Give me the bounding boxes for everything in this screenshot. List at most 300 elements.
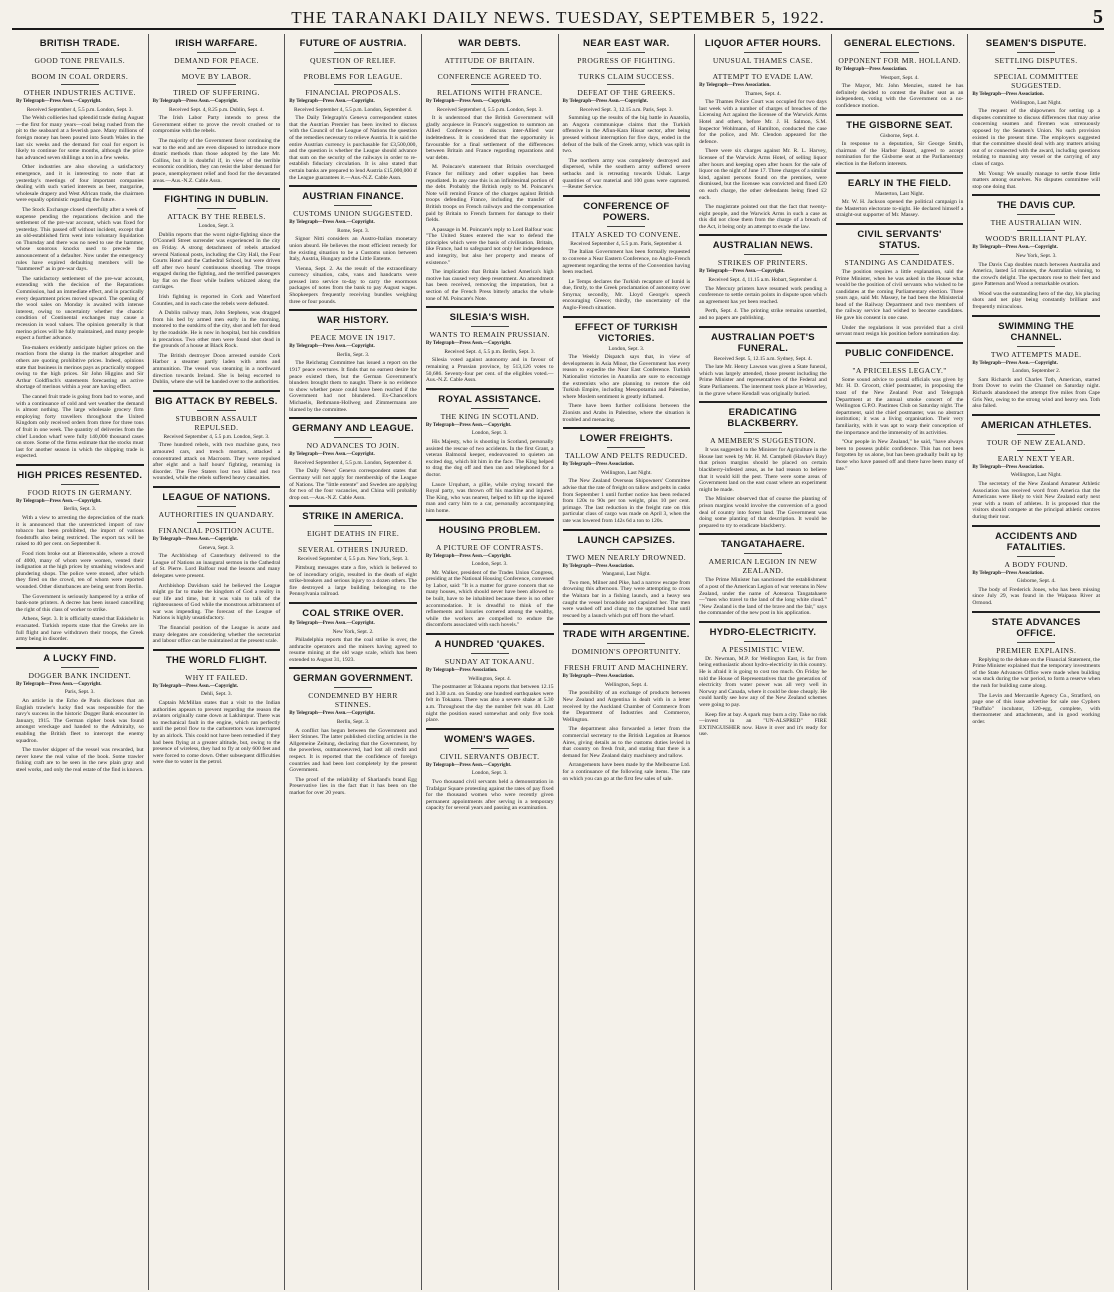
story-subheadline: TIRED OF SUFFERING. xyxy=(173,88,260,97)
story-subheadline: GOOD TONE PREVAILS. xyxy=(34,56,126,65)
story-headline: HOUSING PROBLEM. xyxy=(438,524,541,536)
story-byline: By Telegraph—Press Assn.—Copyright. xyxy=(699,269,785,275)
story-headline: STATE ADVANCES OFFICE. xyxy=(991,616,1081,639)
story-byline: By Telegraph—Press Assn.—Copyright. xyxy=(289,220,375,226)
story-divider xyxy=(699,326,827,328)
story-divider xyxy=(289,602,417,604)
columns-container xyxy=(12,34,1104,1290)
story-divider xyxy=(972,194,1100,196)
headline-rule xyxy=(607,447,645,448)
story-dateline: Received September 4, 5.5 p.m. London, Sept. 3. xyxy=(163,433,270,440)
story-divider xyxy=(153,649,281,651)
headline-rule xyxy=(471,326,509,327)
story-divider xyxy=(426,388,554,390)
story-paragraph: Mr. W. H. Jackson opened the political campaign in the Masterton electorate to-night. He declared himself a straight-out supporter of Mr. Massey. xyxy=(835,199,964,219)
story-subheadline: OTHER INDUSTRIES ACTIVE. xyxy=(23,88,136,97)
story-headline: AUSTRALIAN NEWS. xyxy=(712,240,814,252)
story-subheadline: FOOD RIOTS IN GERMANY. xyxy=(27,487,133,497)
story-paragraph: Perth, Sept. 4. The printing strike remains unsettled, and no papers are publishing. xyxy=(699,308,827,322)
story-divider xyxy=(972,414,1100,416)
story-paragraph: The Minister observed that of course the planting of prison margins would involve the conversion of a good deal of country into forest land. The Government was doing some planting of that description. It would be prepared to try to eradicate blackberry. xyxy=(699,496,827,529)
story-subheadline: NO ADVANCES TO JOIN. xyxy=(306,441,400,451)
headline-rule xyxy=(334,84,372,85)
headline-rule xyxy=(197,52,235,53)
story-divider xyxy=(289,667,417,669)
story-subheadline: THE KING IN SCOTLAND. xyxy=(440,411,539,421)
story-headline: GENERAL ELECTIONS. xyxy=(843,38,956,49)
story-subheadline: WOOD'S BRILLIANT PLAY. xyxy=(985,234,1088,244)
story-subheadline: SETTLING DISPUTES. xyxy=(994,56,1078,65)
headline-rule xyxy=(334,541,372,542)
story-paragraph: Mr. Young: We usually manage to settle those little matters among ourselves. No disputes committee will stop one doing that. xyxy=(972,170,1100,190)
story-divider xyxy=(836,114,964,116)
story-subheadline: DOGGER BANK INCIDENT. xyxy=(28,670,132,680)
story-headline: THE GISBORNE SEAT. xyxy=(846,119,953,131)
headline-rule xyxy=(61,68,99,69)
story-paragraph: The British destroyer Doon arrested outside Cork Harbor a steamer partly laden with arms and ammunition. The vessel was steaming in a northward direction towards Ireland. She is being escorted to Dublin, where she will be handed over to the authorities. xyxy=(152,352,281,386)
story-paragraph: The Levin and Mercantile Agency Co., Stratford, on page one of this issue advertise for sale one Cyphers "Buffalo" incubator, 120-egg, complete, with thermometer and attachments, and in good working order. xyxy=(972,692,1100,725)
story-subheadline: SPECIAL COMMITTEE SUGGESTED. xyxy=(994,72,1079,90)
story-dateline: Wanganui, Last Night. xyxy=(601,571,651,578)
story-paragraph: The satisfactory settlement of the pre-war account, extending with the decision of the Reparations Commission, had an immediate effect, and in practically every department prices moved upward. The opening of the wool sales on Monday is awaited with intense interest, owing to uncertainty whether the chaotic condition of Continental exchanges may cause a recession in wool values. The opinion generally is that merino prices will be fully maintained, and many people expect a further advance. xyxy=(16,275,144,342)
story-paragraph: Philadelphia reports that the coal strike is over, the anthracite operators and the miners having agreed to resume mining at the old wage scale, which has been extended to August 31, 1923. xyxy=(289,637,417,663)
story-paragraph: Vienna, Sept. 2. As the result of the extraordinary currency situation, cabs, vans and handcarts were pressed into service to-day to carry the enormous packages of notes from the bank to pay August wages. Shopkeepers frequently receiving bundles weighing three or four pounds. xyxy=(289,265,417,305)
story-subheadline: CUSTOMS UNION SUGGESTED. xyxy=(293,209,413,219)
story-paragraph: Sam Richards and Charles Toth, American, started from Dover to swim the Channel on Saturday night. Richards abandoned the attempt five miles from Cape Gris Nez, owing to the strong wind and heavy sea. Toth also failed. xyxy=(972,376,1100,410)
story-subheadline: TALLOW AND PELTS REDUCED. xyxy=(565,451,688,461)
story-subheadline: "A PRICELESS LEGACY." xyxy=(852,365,947,375)
story-paragraph: Other industries are also showing a satisfactory emergence, and it is interesting to note that at yesterday's meetings of four important companies dealing with such varied interests as beer, margarine, wholesale drapery and West African trade, the chairmen were equally optimistic regarding the future. xyxy=(16,164,144,204)
story-headline: SWIMMING THE CHANNEL. xyxy=(998,320,1075,343)
story-paragraph: Dr. Newman, M.P. for Wellington East, is far from being enthusiastic about hydro-electricity in this country. He is afraid it is going to cost too much. On Friday he told the House of Representatives that the generation of electricity from water power was all very well in Norway and Canada, where it could be done cheaply. He could hardly see how any of the New Zealand schemes were going to pay. xyxy=(699,655,827,709)
story-divider xyxy=(426,633,554,635)
story-subheadline: A PESSIMISTIC VIEW. xyxy=(721,644,805,654)
story-dateline: Dehli, Sept. 3. xyxy=(200,691,232,698)
story-paragraph: The Daily Telegraph's Geneva correspondent states that the Austrian Premier has been invited to discuss with the Council of the League of Nations the question of the remedies necessary to relieve Austria. It is said the entire Austrian currency is purchasable for £3,500,000, and the question is whether the League should advance that sum on the security of the railways in order to re-establish fiduciary circulation. It is also stated that certain banks are prepared to lend Austria £15,000,000 if the League guarantees it.—Aus.-N.Z. Cable Assn. xyxy=(289,115,417,181)
story-headline: BIG ATTACK BY REBELS. xyxy=(155,395,278,407)
story-paragraph: Three hundred rebels, with two machine guns, two armoured cars, and trench mortars, attacked a concentrated attack on Macroom. They were repulsed after eight and a half hours' fighting, returning in disorder. The Free Staters lost two killed and two wounded, while the rebels suffered heavy casualties. xyxy=(152,442,281,482)
story-dateline: London, September 2. xyxy=(1012,368,1061,375)
story-subheadline: AMERICAN LEGION IN NEW ZEALAND. xyxy=(708,557,818,576)
story-divider xyxy=(563,195,691,197)
story-dateline: Geneva, Sept. 3. xyxy=(198,544,235,551)
story-byline: By Telegraph—Press Assn.—Copyright. xyxy=(425,422,512,428)
story-headline: FUTURE OF AUSTRIA. xyxy=(299,38,407,49)
story-subheadline: ATTITUDE OF BRITAIN. xyxy=(444,56,535,65)
story-byline: By Telegraph—Press Assn.—Copyright. xyxy=(152,536,239,542)
story-paragraph: The New Zealand Overseas Shipowners' Committee advise that the rate of freight on tallow and pelts in casks from September 1 until further notice has been reduced from 120s to 90s per ton weight, plus 10 per cent. primage. The last reduction in the freight rate on this particular class of cargo was made on April 3, when the rate was lowered from 142s 6d a ton to 120s. xyxy=(562,478,691,524)
story-dateline: Wellington, Last Night. xyxy=(600,469,652,476)
story-divider xyxy=(289,309,417,311)
story-subheadline: ATTEMPT TO EVADE LAW. xyxy=(712,72,814,81)
story-divider xyxy=(563,427,691,429)
story-paragraph: M. Poincare's statement that Britain overcharged France for military and other supplies has been repudiated. In any case this is an infinitesimal portion of the debt. Probably the British reply to M. Poincare's Note will remind France of the charges against British troops defending France, including the transfer of British troops on French railways and the compensation paid by Britain to French farmers for damage to their fields. xyxy=(425,164,554,224)
story-headline: LIQUOR AFTER HOURS. xyxy=(704,38,822,49)
story-divider xyxy=(836,223,964,225)
story-headline: WAR DEBTS. xyxy=(458,38,521,49)
story-headline: CIVIL SERVANTS' STATUS. xyxy=(857,228,942,251)
story-paragraph: There have been further collisions between the Zionists and Arabs in Palestine, where the situation is troubled and menacing. xyxy=(562,403,691,423)
story-dateline: Gisborne, Sept. 4. xyxy=(880,132,919,139)
story-paragraph: A passage in M. Poincare's reply to Lord Balfour was: "The United States entered the war to defend the principles which were the basis of civilisation. Britain, like France, had to safeguard not only her independence and integrity, but also her property and means of existence." xyxy=(425,226,554,266)
story-paragraph: The Italian Government has been formally requested to convene a Near Eastern Conference, no Anglo-French agreement regarding the terms of the Convention having been reached. xyxy=(562,249,691,276)
story-paragraph: The northern army was completely destroyed and dispersed, while the southern army suffered severe setbacks and is retreating towards Ushak. Large quantities of war material and 100 guns were captured.—Reuter Service. xyxy=(562,157,691,191)
headline-rule xyxy=(197,669,235,670)
story-byline: By Telegraph—Press Association. xyxy=(972,464,1044,470)
story-subheadline: STRIKES OF PRINTERS. xyxy=(717,258,808,268)
story-divider xyxy=(836,172,964,174)
headline-rule xyxy=(197,410,235,411)
headline-rule xyxy=(471,748,509,749)
story-paragraph: Replying to the debate on the Financial Statement, the Prime Minister explained that the temporary investments of the State Advances Office were made when building was stuck during the war period, to form a reserve when the rush for building came along. xyxy=(972,656,1100,689)
story-headline: TANGATAHAERE. xyxy=(720,539,805,551)
headline-rule xyxy=(197,84,235,85)
headline-rule xyxy=(744,254,782,255)
story-byline: By Telegraph—Press Association. xyxy=(562,674,634,680)
story-paragraph: A conflict has begun between the Government and Herr Stinnes. The latter published circling articles in the Allgemeine Zeitung, declaring that the Government, by the powerless, outmanoeuvred, had lost all credit and respect. It is reported that the confidence of foreign countries and had been lost completely by the present Government. xyxy=(289,727,417,774)
column xyxy=(149,34,286,1290)
story-divider xyxy=(972,525,1100,527)
story-divider xyxy=(289,505,417,507)
story-byline: By Telegraph—Press Association. xyxy=(972,570,1044,576)
story-headline: TRADE WITH ARGENTINE. xyxy=(562,629,690,641)
story-subheadline: PROGRESS OF FIGHTING. xyxy=(577,56,676,65)
story-dateline: London, Sept. 3. xyxy=(198,223,235,230)
headline-rule xyxy=(61,484,99,485)
column xyxy=(422,34,559,1290)
story-paragraph: Captain McMillan states that a visit to the Indian authorities appears to prevent regarding the reason the aviators originally came down at Lakhimpur. There was no mechanical fault in the engine, which ran perfectly until the petrol flow to the carburettors was interrupted by an airlock. This could not have been remedied if they had been flying at a greater altitude, but, owing to the presence of wireless, they had to fly at only 600 feet and were forced to come down. Other subsequent difficulties were due to water in the petrol. xyxy=(152,700,281,766)
story-paragraph: Archbishop Davidson said he believed the League might go far to make the kingdom of God a reality in our life and time, but it was vain to talk of the righteousness of God while the monstrous arbitrament of war was impending. The forecast of the League of Nations is highly unsatisfactory. xyxy=(152,582,281,622)
story-subheadline: TWO MEN NEARLY DROWNED. xyxy=(566,552,687,562)
column xyxy=(12,34,149,1290)
story-headline: A HUNDRED 'QUAKES. xyxy=(434,639,545,651)
headline-rule xyxy=(1017,346,1055,347)
story-paragraph: Pittsburg messages state a fire, which is believed to be of incendiary origin, resulted in the death of eight strike-breakers and serious injury to a dozen others. The fire destroyed a large building belonging to the Pennsylvania railroad. xyxy=(289,564,417,598)
story-paragraph: The cannel fruit trade is going from bad to worse, and with a continuance of cold and wet weather the demand is almost nothing. The large wholesale grocery firm employing forty travellers throughout the United Kingdom only received orders from three for three tons of fruit in one week. The quantity of deliveries from the chief London wharf were fully 140,000 thousand cases on store. Some of the firms estimate that the stocks must last for another season in which the shipping trade is expected. xyxy=(16,393,144,460)
story-byline: By Telegraph—Press Association. xyxy=(425,668,498,674)
headline-rule xyxy=(334,525,372,526)
headline-rule xyxy=(744,641,782,642)
masthead-title: THE TARANAKI DAILY NEWS. TUESDAY, SEPTEMBER 5, 1922. xyxy=(291,8,825,27)
story-paragraph: The Mercury printers have resumed work pending a conference to settle certain points in dispute upon which an agreement has yet been reached. xyxy=(699,285,827,305)
story-dateline: Gisborne, Sept. 4. xyxy=(1016,578,1056,585)
story-subheadline: TWO ATTEMPTS MADE. xyxy=(990,349,1082,359)
story-subheadline: DEMAND FOR PEACE. xyxy=(174,56,259,65)
story-dateline: London, Sept. 3. xyxy=(471,430,508,437)
story-headline: LOWER FREIGHTS. xyxy=(579,433,673,445)
story-subheadline: CONFERENCE AGREED TO. xyxy=(437,72,542,81)
story-paragraph: Mr. Walker, president of the Trades Union Congress, presiding at the National Housing Conference, convened by Labor, said: "It is a matter for grave concern that so many houses, which should never have been allowed to be built, have to be inhabited because there is no other accommodation. It is dreadful to think of the refinements and luxuries cornered among the wealthy, while the workers are compelled to endure the discomforts associated with such hovels." xyxy=(425,569,554,629)
headline-rule xyxy=(61,667,99,668)
story-subheadline: BOOM IN COAL ORDERS. xyxy=(31,72,129,81)
story-divider xyxy=(16,464,144,466)
story-headline: GERMANY AND LEAGUE. xyxy=(292,423,414,435)
column xyxy=(968,34,1104,1290)
story-headline: FIGHTING IN DUBLIN. xyxy=(164,194,269,206)
story-subheadline: FINANCIAL POSITION ACUTE. xyxy=(158,525,275,535)
headline-rule xyxy=(1017,434,1055,435)
story-paragraph: It was suggested to the Minister for Agriculture in the House last week by Mr. H. M. Campbell (Hawke's Bay) that prison margins should be placed on certain blackberry-infested areas, as he had reason to believe that it would kill the pest. There were some areas of Government land on the east coast where an experiment might be made. xyxy=(699,447,827,493)
story-subheadline: CIVIL SERVANTS OBJECT. xyxy=(439,751,540,761)
story-byline: By Telegraph—Press Assn.—Copyright. xyxy=(972,360,1058,366)
story-paragraph: The department also forwarded a letter from the commercial secretary to the British Legation at Buenos Aires, giving details as to the customs duties levied in that country on fresh fruit, and stating that there is a demand for New Zealand dairy machinery and tallow. xyxy=(562,726,691,759)
story-byline: By Telegraph—Press Assn.—Copyright. xyxy=(289,452,375,458)
story-subheadline: SUNDAY AT TOKAANU. xyxy=(444,657,535,667)
headline-rule xyxy=(880,52,918,53)
story-headline: SEAMEN'S DISPUTE. xyxy=(985,38,1087,49)
story-divider xyxy=(972,611,1100,613)
headline-rule xyxy=(471,68,509,69)
story-paragraph: Two men, Milner and Pike, had a narrow escape from drowning this afternoon. They were attempting to cross the Waitara bar in a fishing launch, and a heavy sea caught the vessel broadside and capsized her. The men were washed off and clung to the upturned boat until rescued by a launch which put off from the wharf. xyxy=(562,579,691,619)
story-subheadline: A MEMBER'S SUGGESTION. xyxy=(710,436,816,446)
story-headline: HYDRO-ELECTRICITY. xyxy=(709,626,817,638)
story-paragraph: The position requires a little explanation, said the Prime Minister, when he was asked in the House what would be the position of civil servants who wished to be candidates at the coming Parliamentary election. Three years ago, said Mr. Massey, he had been the Ministerial head of the Railway Department and two members of the railway service had wished to become candidates. He gave his consent in one case. xyxy=(835,268,964,322)
story-subheadline: RELATIONS WITH FRANCE. xyxy=(436,88,543,97)
story-headline: NEAR EAST WAR. xyxy=(583,38,670,49)
headline-rule xyxy=(197,506,235,507)
story-headline: AUSTRALIAN POET'S FUNERAL. xyxy=(710,331,815,354)
story-divider xyxy=(699,621,827,623)
story-paragraph: The Daily News' Geneva correspondent states that Germany will not apply for membership of the League of Nations. The "little entente" and Sweden are applying for two of the four vacancies, and China will probably drop out.—Aus.-N.Z. Cable Assn. xyxy=(289,468,417,501)
story-headline: WAR HISTORY. xyxy=(317,315,389,327)
story-paragraph: The Irish Labor Party intends to press the Government either to prove the revolt crushed or to compromise with the rebels. xyxy=(152,115,281,135)
story-byline: By Telegraph—Press Association. xyxy=(562,563,634,569)
story-dateline: London, Sept. 3. xyxy=(608,345,645,352)
story-paragraph: Silesia voted against autonomy and in favour of remaining a Prussian province, by 513,126 votes to 50,686. Seventy-four per cent. of the eligibles voted.—Aus.-N.Z. Cable Assn. xyxy=(425,357,554,384)
story-subheadline: SEVERAL OTHERS INJURED. xyxy=(298,545,409,555)
story-dateline: Received Sept. 4, 11.15 a.m. Hobart, September 4. xyxy=(708,277,818,284)
story-paragraph: Tea-makers evidently anticipate higher prices on the reaction from the slump in the market altogether and others are quoting prohibitive prices. Indeed, opinions state that business in merinos pays as practically stopped owing to the high prices. Sir John Higgins and Sir Arthur Goldfinch's statements forecasting an active shortage of merinos within a year are having effect. xyxy=(16,344,144,391)
headline-rule xyxy=(197,68,235,69)
story-headline: LAUNCH CAPSIZES. xyxy=(577,534,676,546)
headline-rule xyxy=(1017,68,1055,69)
story-dateline: Wellington, Last Night. xyxy=(1010,472,1062,479)
headline-rule xyxy=(607,659,645,660)
story-dateline: Berlin, Sept. 3. xyxy=(63,506,97,513)
headline-rule xyxy=(744,553,782,554)
story-subheadline: PEACE MOVE IN 1917. xyxy=(310,333,396,343)
story-headline: A LUCKY FIND. xyxy=(43,652,117,664)
story-subheadline: STUBBORN ASSAULT REPULSED. xyxy=(175,413,258,432)
headline-rule xyxy=(334,437,372,438)
story-paragraph: The Weekly Dispatch says that, in view of developments in Asia Minor, the Government has every reason to expedite the Near East Conference. Turkish Nationalist victories in Anatolia are sure to encourage the extremists who are planning to restore the old Turkish Empire, including Mesopotamia and Palestine, where Moslem sentiment is greatly inflamed. xyxy=(562,354,691,400)
story-subheadline: TURKS CLAIM SUCCESS. xyxy=(578,72,675,81)
masthead xyxy=(12,6,1104,30)
story-headline: STRIKE IN AMERICA. xyxy=(302,511,404,523)
story-paragraph: The financial position of the League is acute and many delegates are considering whether the secretariat and labour office can be maintained at the present scale. xyxy=(152,625,281,645)
story-paragraph: The secretary of the New Zealand Amateur Athletic Association has received word from America that the Americans were likely to visit New Zealand early next year with a team of athletes. It is proposed that the visitors should compete at the principal athletic centres during their tour. xyxy=(972,481,1100,520)
headline-rule xyxy=(744,432,782,433)
story-paragraph: Some sound advice to postal officials was given by Mr. H. D. Grocott, chief postmaster, in proposing the toast of the New Zealand Post and Telegraph Department at the annual smoke concert of the Wellington G.P.O. Pastimes Club on Saturday night. The department, said the chief postmaster, was no abstract institution; it was a living organisation. Their very familiarity, with it was apt to warp their conception of the importance and the immensity of its activities. xyxy=(835,376,964,436)
headline-rule xyxy=(607,68,645,69)
story-subheadline: AUTHORITIES IN QUANDARY. xyxy=(158,509,275,519)
story-divider xyxy=(289,185,417,187)
story-paragraph: The magistrate pointed out that the fact that twenty-eight people, and the Warwick Arms in such a case as this did not close them from the charge of a breach of the Act, it being only an attempt to evade the law. xyxy=(699,204,827,230)
story-dateline: Received September 4, 5.5 p.m. London, Sept. 3. xyxy=(26,106,133,113)
story-divider xyxy=(153,390,281,392)
story-headline: EARLY IN THE FIELD. xyxy=(847,177,952,189)
story-dateline: Westport, Sept. 4. xyxy=(880,74,919,81)
story-byline: By Telegraph—Press Assn.—Copyright. xyxy=(425,762,512,768)
story-dateline: Thames, Sept. 4. xyxy=(744,90,781,97)
story-paragraph: The Stock Exchange closed cheerfully after a week of suspense pending the reparations decision and the settlement of the pre-war account, which was fixed for yesterday. This passed off without incident, except that an old-established firm went into voluntary liquidation on Thursday and there was no need to use the hammer, whose sonorous knocks used to precede the announcement of a defaulter. Now under the emergency rules have expired defaulting members will be "hammered" as in pre-war days. xyxy=(16,206,144,273)
story-subheadline: OPPONENT FOR MR. HOLLAND. xyxy=(838,56,961,65)
story-paragraph: His Majesty, who is shooting in Scotland, personally assisted the rescue of two accidents. In the first Grant, a veteran Balmoral keeper, endeavoured to quieten an excited dog, which bit him in the face. The King helped to drag the dog off and then ran and telephoned for a doctor. xyxy=(425,438,554,478)
headline-rule xyxy=(197,208,235,209)
column xyxy=(695,34,832,1290)
story-dateline: Received September 4, 5.5 p.m. London, Sept. 3. xyxy=(436,106,543,113)
story-headline: CONFERENCE OF POWERS. xyxy=(583,200,670,223)
story-subheadline: MOVE BY LABOR. xyxy=(181,72,252,81)
story-dateline: Masterton, Last Night. xyxy=(875,190,924,197)
headline-rule xyxy=(607,84,645,85)
story-subheadline: UNUSUAL THAMES CASE. xyxy=(712,56,814,65)
headline-rule xyxy=(471,539,509,540)
headline-rule xyxy=(1017,230,1055,231)
story-headline: THE DAVIS CUP. xyxy=(997,200,1076,212)
story-paragraph: The body of Frederick Jones, who has been missing since July 29, was found in the Waipaoa River at Ormond. xyxy=(972,586,1100,606)
story-headline: SILESIA'S WISH. xyxy=(449,312,530,324)
story-paragraph: It is understood that the British Government will gladly acquiesce in France's suggestion to summon an Allied Conference to discuss inter-Allied war indebtedness. It is considered that the opportunity is favourable for a final settlement of the differences between Britain and France regarding reparations and war debts. xyxy=(425,115,554,161)
headline-rule xyxy=(1017,52,1055,53)
story-divider xyxy=(153,486,281,488)
story-paragraph: The Mayor, Mr. John Menzies, stated he has definitely decided to contest the Buller seat as an independent, voting with the Government on a no-confidence motion. xyxy=(835,83,964,109)
story-headline: AMERICAN ATHLETES. xyxy=(980,419,1092,431)
story-headline: ROYAL ASSISTANCE. xyxy=(438,393,542,405)
headline-rule xyxy=(607,549,645,550)
story-divider xyxy=(836,342,964,344)
headline-rule xyxy=(471,408,509,409)
story-dateline: Wellington, Last Night. xyxy=(1010,99,1062,106)
story-headline: PUBLIC CONFIDENCE. xyxy=(845,347,954,359)
story-paragraph: The trawler skipper of the vessel was rewarded, but never knew the real value of the book. Some trawler fishing craft are to be seen in the new plain gray and steel works, and only the real estate of the find is known. xyxy=(16,747,144,773)
story-byline: By Telegraph—Press Assn.—Copyright. xyxy=(425,553,512,559)
story-headline: BRITISH TRADE. xyxy=(39,38,120,49)
story-paragraph: The possibility of an exchange of products between New Zealand and Argentina is dealt with in a letter received by the Auckland Chamber of Commerce from the Department of Industries and Commerce, Wellington. xyxy=(562,690,691,723)
story-byline: By Telegraph—Press Assn.—Copyright. xyxy=(562,99,648,104)
story-headline: GERMAN GOVERNMENT. xyxy=(293,673,414,685)
story-divider xyxy=(426,519,554,521)
story-byline: By Telegraph—Press Assn.—Copyright. xyxy=(289,99,375,104)
story-divider xyxy=(153,188,281,190)
story-subheadline: EARLY NEXT YEAR. xyxy=(997,453,1075,463)
column xyxy=(285,34,422,1290)
story-divider xyxy=(289,417,417,419)
story-subheadline: THE AUSTRALIAN WIN. xyxy=(990,218,1082,228)
story-byline: By Telegraph—Press Assn.—Copyright. xyxy=(16,99,102,104)
story-dateline: Wellington, Sept. 4. xyxy=(604,681,648,688)
story-subheadline: ATTACK BY THE REBELS. xyxy=(167,212,266,222)
headline-rule xyxy=(334,329,372,330)
story-paragraph: The request of the shipowners for setting up a disputes committee to discuss differences that may arise concerning seamen and firemen was strenuously opposed by the Seamen's Union. No such provision existed in the present time. The employers suggested that the committee should deal with any matters arising out of or connected with the award, including questions relating to manning any vessel or the carrying of any class of cargo. xyxy=(972,108,1100,167)
story-dateline: New York, Sept. 2. xyxy=(332,628,374,635)
story-divider xyxy=(563,316,691,318)
story-headline: IRISH WARFARE. xyxy=(175,38,258,49)
story-byline: By Telegraph—Press Assn.—Copyright. xyxy=(425,99,512,104)
story-paragraph: The proof of the reliability of Sharland's brand Egg Preservative lies in the fact that it has been on the market for over 20 years. xyxy=(289,776,417,796)
headline-rule xyxy=(1017,556,1055,557)
story-headline: EFFECT OF TURKISH VICTORIES. xyxy=(574,321,678,344)
story-paragraph: "Our people in New Zealand," he said, "have always been to possess public confidence. This has not been forgotten by us alone, but has been gradually built up by those who have passed off and there have been many of late." xyxy=(835,439,964,472)
headline-rule xyxy=(334,205,372,206)
headline-rule xyxy=(334,68,372,69)
story-subheadline: DEFEAT OF THE GREEKS. xyxy=(577,88,676,97)
story-paragraph: The Prime Minister has sanctioned the establishment of a post of the American Legion of war veterans in New Zealand, under the name of Aotearoa Tangatahaere—"men who travel to the land of the long white cloud." "New Zealand is the land of the brave and the fair," says the commander of the new post in his application. xyxy=(699,577,827,617)
story-divider xyxy=(16,647,144,649)
story-paragraph: The Welsh collieries had splendid trade during August—the first for many years—coal being rushed from the pit to the seaboard at a feverish pace. Many millions of foreign money has been poured into South Wales in the last six weeks and the demand for coal for export is likely to continue for some months, although the price has advanced seven shillings a ton in a few weeks. xyxy=(16,115,144,161)
story-dateline: Received Sept. 5, 12.15 a.m. Sydney, Sept. 4. xyxy=(713,355,812,362)
page-number: 5 xyxy=(1093,6,1104,28)
story-byline: By Telegraph—Press Assn.—Copyright. xyxy=(972,245,1058,251)
story-divider xyxy=(563,529,691,531)
story-paragraph: Wood was the outstanding hero of the day, his placing shots and net play being constantly brilliant and frequently miraculous. xyxy=(972,290,1100,311)
headline-rule xyxy=(334,52,372,53)
story-divider xyxy=(699,401,827,403)
story-dateline: Berlin, Sept. 3. xyxy=(336,351,370,358)
headline-rule xyxy=(744,68,782,69)
story-paragraph: The majority of the Government favor continuing the war to the end and are even disposed to introduce more drastic methods than those adopted by the late Mr. Collins, but it is doubtful if, in view of the terrible economic condition, they can resist the labor demand for peace, unemployment relief and food for the devastated areas.—Aus.-N.Z. Cable Assn. xyxy=(152,137,281,184)
story-byline: By Telegraph—Press Assn.—Copyright. xyxy=(152,683,239,689)
headline-rule xyxy=(1017,450,1055,451)
story-paragraph: There were six charges against Mr. R. L. Harvey, licensee of the Warwick Arms Hotel, of selling liquor after hours and keeping open after hours for the sale of liquor on the night of June 17. Three charges of a similar kind, against persons found on the premises, were dismissed, but the licensee was convicted and fined £20 on each charge, the other defendants being fined £2 each. xyxy=(699,148,827,201)
story-headline: LEAGUE OF NATIONS. xyxy=(162,491,271,503)
column xyxy=(559,34,696,1290)
headline-rule xyxy=(880,254,918,255)
headline-rule xyxy=(471,52,509,53)
story-byline: By Telegraph—Press Assn.—Copyright. xyxy=(289,620,375,626)
story-paragraph: Le Temps declares the Turkish recapture of Ismid is due, firstly, to the Greek proclamation of autonomy over Smyrna; secondly, Mr. Lloyd George's speech encouraging Greece; thirdly, the uncertainty of the Anglo-French situation. xyxy=(562,278,691,312)
headline-rule xyxy=(471,84,509,85)
story-byline: By Telegraph—Press Association. xyxy=(972,92,1044,97)
story-dateline: London, Sept. 3. xyxy=(471,561,508,568)
story-byline: By Telegraph—Press Assn.—Copyright. xyxy=(425,341,512,347)
story-headline: AUSTRIAN FINANCE. xyxy=(302,191,404,203)
story-subheadline: WHY IT FAILED. xyxy=(185,672,248,682)
story-divider xyxy=(972,315,1100,317)
story-subheadline: PROBLEMS FOR LEAGUE. xyxy=(303,72,403,81)
headline-rule xyxy=(1017,642,1055,643)
story-paragraph: Summing up the results of the big battle in Anatolia, an Angora communique claims that the Turkish offensive in the Afiun-Kara Hissar sector, after being pressed without interruption for five days, ended in the defeat of the bulk of the Greek army, which was split in two. xyxy=(562,115,691,155)
story-subheadline: A PICTURE OF CONTRASTS. xyxy=(435,542,544,552)
story-byline: By Telegraph—Press Association. xyxy=(835,67,908,72)
story-paragraph: The Davis Cup doubles match between Australia and America, lasted 54 minutes, the Australian winning, to the crowd's delight. The spectators rose to their feet and gave Patterson and Wood a remarkable ovation. xyxy=(972,261,1100,288)
story-paragraph: Lauce Urquhart, a gillie, while crying toward the Royal party, was thrown off his machine and injured. The King, who was nearest, helped to lift up the injured man and carry him to a car, personally accompanying him home. xyxy=(425,481,554,514)
story-dateline: Wellington, Sept. 4. xyxy=(468,675,512,682)
headline-rule xyxy=(607,226,645,227)
story-subheadline: WANTS TO REMAIN PRUSSIAN. xyxy=(429,330,550,340)
story-paragraph: Under the regulations it was provided that a civil servant must resign his position before nomination day. xyxy=(835,324,964,338)
story-dateline: Received September 4, 5.5 p.m. Paris, September 4. xyxy=(570,240,683,247)
headline-rule xyxy=(61,84,99,85)
story-paragraph: With a view to arresting the depreciation of the mark it is announced that the unrestricted import of raw tobacco has been prohibited, the import of various foodstuffs also being restricted. The export tax will be raised to 40 per cent. on September 8. xyxy=(16,515,144,548)
story-paragraph: In response to a deputation, Sir George Smith, chairman of the Harbor Board, agreed to accept nomination for the Gisborne seat at the Parliamentary election in the Reform interests. xyxy=(835,141,964,167)
headline-rule xyxy=(607,52,645,53)
story-paragraph: Signor Nitti considers an Austro-Italian monetary union absurd. He believes the most efficient remedy for the existing situation to be a Customs union between Italy, Austria, Hungary and the Little Entente. xyxy=(289,236,417,263)
story-byline: By Telegraph—Press Assn.—Copyright. xyxy=(289,711,375,717)
story-subheadline: DOMINION'S OPPORTUNITY. xyxy=(571,647,681,657)
story-dateline: Rome, Sept. 3. xyxy=(337,227,370,234)
story-dateline: London, Sept. 3. xyxy=(471,770,508,777)
story-dateline: Received Sept. 3, 12.15 a.m. Paris, Sept. 3. xyxy=(579,106,673,113)
headline-rule xyxy=(1017,214,1055,215)
story-dateline: New York, Sept. 3. xyxy=(1015,252,1057,259)
story-divider xyxy=(426,728,554,730)
story-subheadline: FINANCIAL PROPOSALS. xyxy=(305,88,401,97)
story-subheadline: EIGHT DEATHS IN FIRE. xyxy=(306,529,400,539)
story-paragraph: The Thames Police Court was occupied for two days last week with a number of charges of breaches of the Licensing Act against the licensee of the Warwick Arms Hotel and others, before Mr. J. H. Salmon, S.M. Inspector Wohlmann, of Hamilton, conducted the case for the police, and Mr. Clendon appeared for the defence. xyxy=(699,99,827,145)
story-paragraph: Food riots broke out at Bierenwalde, where a crowd of 4000, many of whom were women, vented their indignation at the high prices by smashing windows and plundering shops. The police were stoned, after which they fired on the crowd, ten of whom were reported wounded. Other disturbances are being sent from Berlin. xyxy=(16,551,144,590)
story-paragraph: The Reichstag Committee has issued a report on the 1917 peace overtures. It finds that no earnest desire for peace existed then, but the German Government's blunders brought them to naught. There is no evidence to show whether peace could have been reached if the Government had not blundered. Ex-Chancellors Michaelis, Bethmann-Hollweg and Zimmermann are blamed by the committee. xyxy=(289,360,417,413)
